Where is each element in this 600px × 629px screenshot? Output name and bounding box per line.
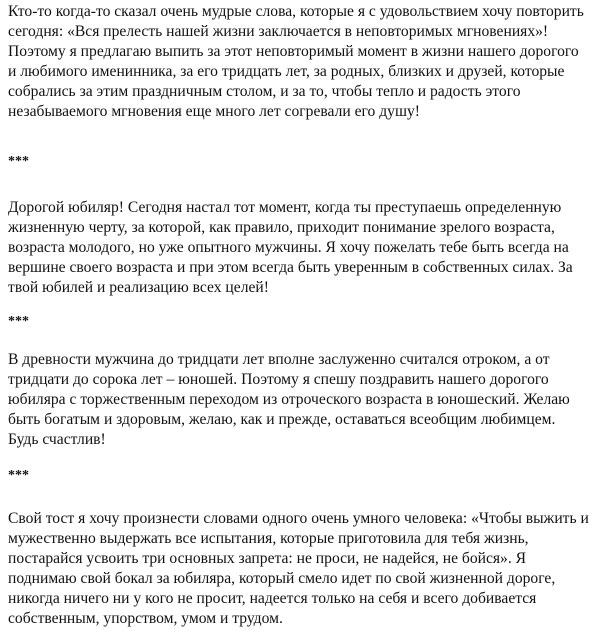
separator-2: ***: [8, 314, 29, 329]
toast-paragraph-2: Дорогой юбиляр! Сегодня настал тот момент, когда ты преступаешь определенную жизненную черту, за которой, как правило, приходит понимание зрелого возраста, возраста молодого, но уже опытного мужчины. Я хочу пожелать тебе быть всегда на вершине своего возраста и при этом всегда быть уверенным в собственных силах. За твой юбилей и реализацию всех целей!: [8, 199, 573, 296]
separator-3: ***: [8, 468, 29, 483]
toast-paragraph-1: Кто-то когда-то сказал очень мудрые слова, которые я с удовольствием хочу повторить сегодня: «Вся прелесть нашей жизни заключается в неповторимых мгновениях»! Поэтому я предлагаю выпить за этот неповторимый момент в жизни нашего дорогого и любимого именинника, за его тридцать лет, за родных, близких и друзей, которые собрались за этим праздничным столом, и за то, чтобы тепло и радость этого незабываемого мгновения еще много лет согревали его душу!: [8, 3, 584, 120]
toast-paragraph-4: Свой тост я хочу произнести словами одного очень умного человека: «Чтобы выжить и мужественно выдержать все испытания, которые приготовила для тебя жизнь, постарайся усвоить три основных запрета: не проси, не надейся, не бойся». Я поднимаю свой бокал за юбиляра, который смело идет по свой жизненной дороге, никогда ничего ни у кого не просит, надеется только на себя и всего добивается собственным, упорством, умом и трудом.: [8, 510, 589, 627]
separator-1: ***: [8, 154, 29, 169]
toast-paragraph-3: В древности мужчина до тридцати лет вполне заслуженно считался отроком, а от тридцати до сорока лет – юношей. Поэтому я спешу поздравить нашего дорогого юбиляра с торжественным переходом из отроческого возраста в юношеский. Желаю быть богатым и здоровым, желаю, как и прежде, оставаться всеобщим любимцем. Будь счастлив!: [8, 351, 570, 448]
